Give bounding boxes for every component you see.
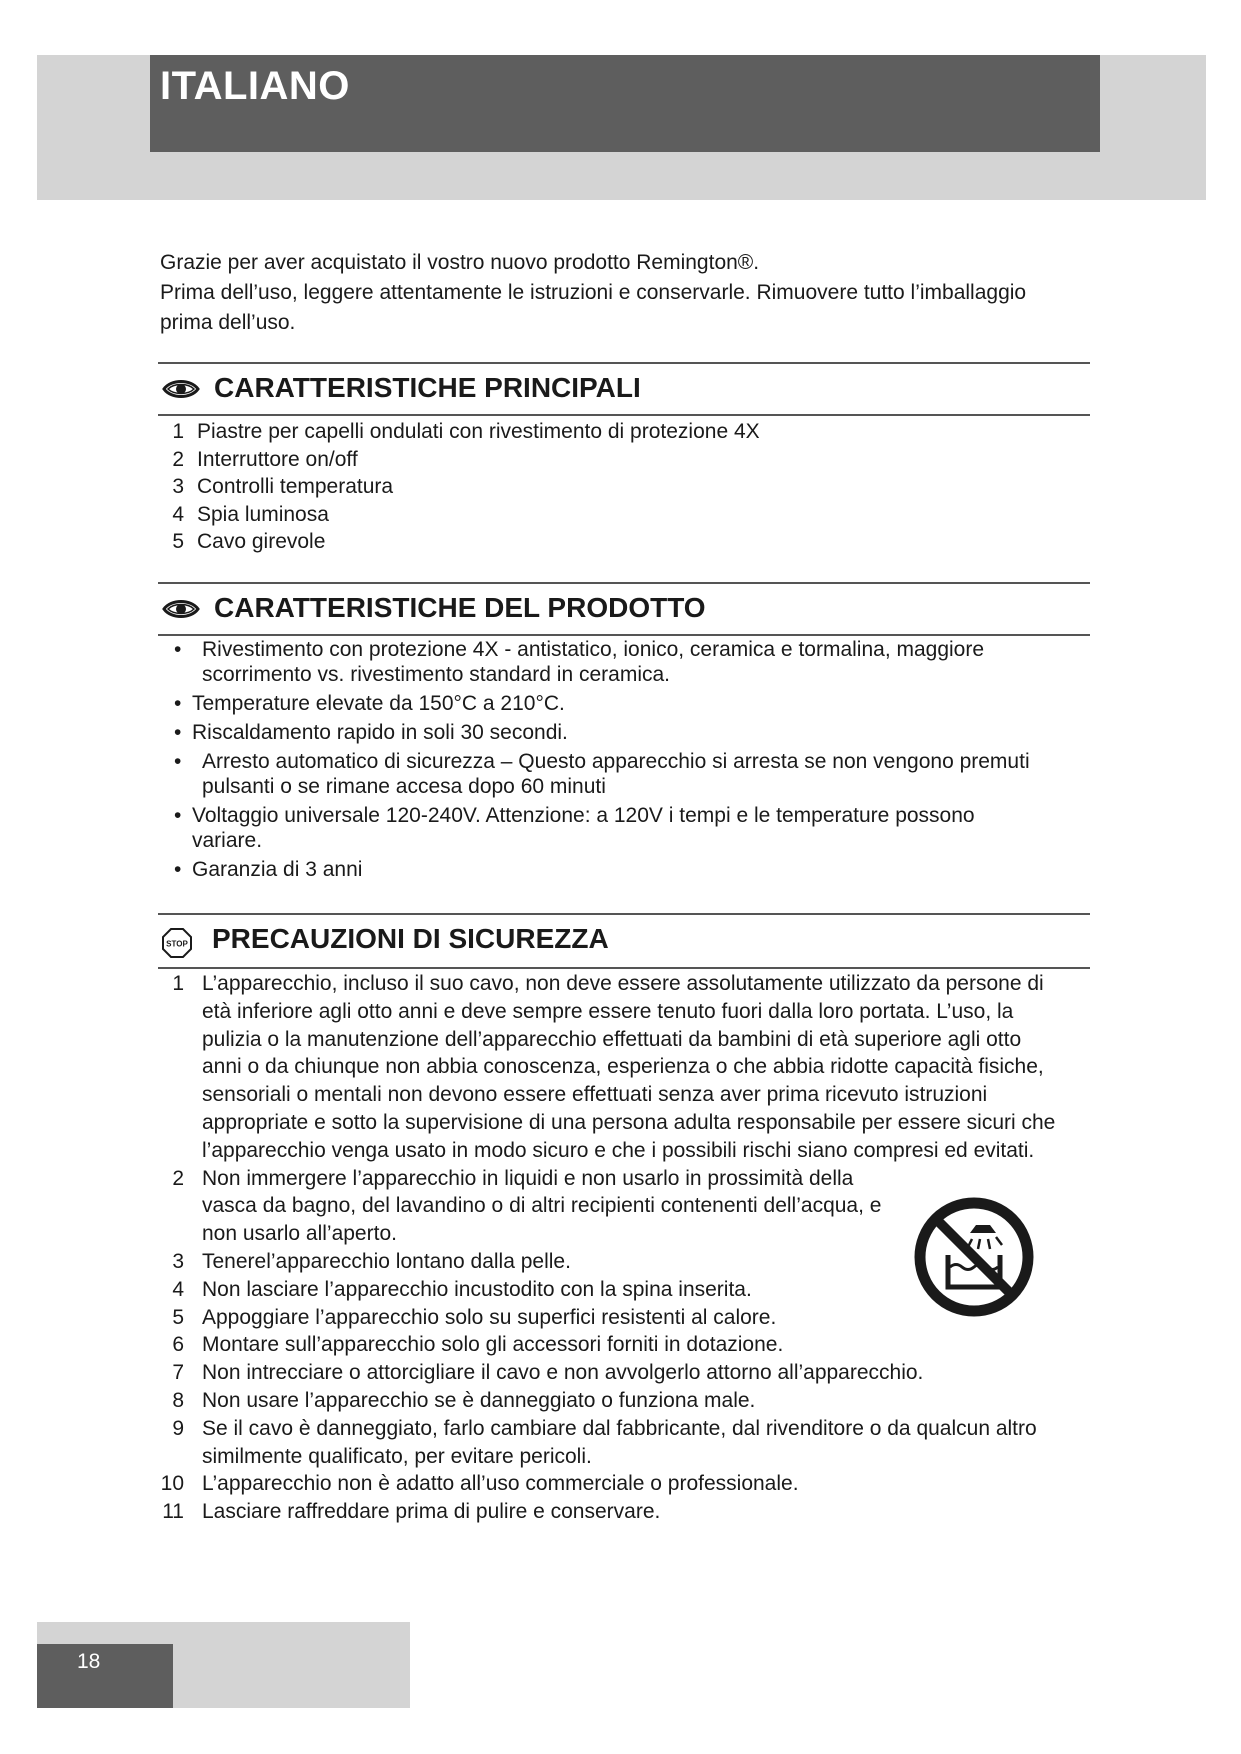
intro-line-1: Grazie per aver acquistato il vostro nuovo prodotto Remington®.	[160, 251, 760, 274]
section-title: CARATTERISTICHE DEL PRODOTTO	[214, 592, 706, 623]
page-number-box	[37, 1644, 173, 1708]
item-text: Se il cavo è danneggiato, farlo cambiare dal fabbricante, dal rivenditore o da qualcun altro similmente qualificato, per evitare pericoli.	[202, 1416, 1037, 1468]
product-features-list	[170, 637, 1050, 886]
stop-icon-label: STOP	[166, 939, 188, 949]
eye-icon	[162, 376, 200, 402]
list-item	[160, 1331, 1060, 1359]
item-number: 2	[172, 447, 184, 471]
item-number: 4	[172, 1277, 184, 1301]
list-item	[160, 446, 760, 474]
item-number: 10	[160, 1472, 184, 1496]
item-number: 5	[172, 1305, 184, 1329]
list-item: • Riscaldamento rapido in soli 30 secondi.	[170, 720, 1050, 745]
no-water-immersion-icon	[912, 1195, 1036, 1319]
main-features-list	[160, 418, 760, 556]
item-number: 5	[172, 530, 184, 553]
item-number: 3	[172, 475, 184, 498]
item-text: Tenerel’apparecchio lontano dalla pelle.	[202, 1249, 571, 1273]
item-text: Cavo girevole	[197, 530, 326, 553]
item-text: Interruttore on/off	[197, 447, 358, 471]
item-number: 4	[172, 502, 184, 526]
section-title: CARATTERISTICHE PRINCIPALI	[214, 372, 641, 403]
list-item	[160, 528, 760, 556]
item-text: Controlli temperatura	[197, 475, 394, 498]
language-title: ITALIANO	[160, 64, 350, 108]
item-number: 7	[172, 1361, 184, 1385]
list-item	[160, 1498, 1060, 1526]
stop-icon	[162, 928, 192, 958]
item-text: Non intrecciare o attorcigliare il cavo e non avvolgerlo attorno all’apparecchio.	[202, 1361, 924, 1385]
item-number: 9	[172, 1416, 184, 1440]
section-title: PRECAUZIONI DI SICUREZZA	[212, 923, 609, 954]
item-text: L’apparecchio non è adatto all’uso commerciale o professionale.	[202, 1472, 799, 1496]
item-number: 3	[172, 1249, 184, 1273]
item-text: Non lasciare l’apparecchio incustodito con la spina inserita.	[202, 1277, 752, 1301]
list-item	[160, 1165, 902, 1248]
item-number: 11	[162, 1500, 184, 1524]
list-item	[160, 1387, 1060, 1415]
intro-text	[160, 248, 1060, 338]
list-item	[160, 501, 760, 529]
item-number: 1	[172, 972, 184, 995]
item-number: 6	[172, 1333, 184, 1357]
intro-line-2: Prima dell’uso, leggere attentamente le istruzioni e conservarle. Rimuovere tutto l’imballaggio prima dell’uso.	[160, 281, 1027, 334]
section-product-features	[158, 582, 1090, 636]
list-item: • Arresto automatico di sicurezza – Questo apparecchio si arresta se non vengono premuti pulsanti o se rimane accesa dopo 60 minuti	[170, 749, 1050, 799]
list-item: • Garanzia di 3 anni	[170, 857, 1050, 882]
item-text: Appoggiare l’apparecchio solo su superfici resistenti al calore.	[202, 1305, 777, 1329]
list-item	[160, 1415, 1060, 1471]
item-number: 1	[172, 420, 184, 443]
list-item	[160, 970, 1060, 1165]
item-text: Non immergere l’apparecchio in liquidi e non usarlo in prossimità della vasca da bagno, del lavandino o di altri recipienti contenenti dell’acqua, e non usarlo all’aperto.	[202, 1166, 882, 1246]
list-item: • Temperature elevate da 150°C a 210°C.	[170, 691, 1050, 716]
list-item: • Rivestimento con protezione 4X - antistatico, ionico, ceramica e tormalina, maggiore scorrimento vs. rivestimento standard in ceramica.	[170, 637, 1050, 687]
item-text: Piastre per capelli ondulati con rivestimento di protezione 4X	[197, 420, 760, 443]
page-number: 18	[77, 1650, 101, 1673]
list-item: • Voltaggio universale 120-240V. Attenzione: a 120V i tempi e le temperature possono variare.	[170, 803, 1050, 853]
item-text: Montare sull’apparecchio solo gli accessori forniti in dotazione.	[202, 1333, 784, 1357]
item-text: Lasciare raffreddare prima di pulire e conservare.	[202, 1500, 661, 1524]
list-item	[160, 1470, 1060, 1498]
item-text: L’apparecchio, incluso il suo cavo, non deve essere assolutamente utilizzato da persone di età inferiore agli otto anni e deve sempre essere tenuto fuori dalla loro portata. L’uso, la pulizia o la manutenzione dell’apparecchio effettuati da bambini di età superiore agli otto anni o da chiunque non abbia conoscenza, esperienza o che abbia ridotte capacità fisiche, sensoriali o mentali non devono essere effettuati senza aver prima ricevuto istruzioni appropriate e sotto la supervisione di una persona adulta responsabile per essere sicuri che l’apparecchio venga usato in modo sicuro e che i possibili rischi siano compresi ed evitati.	[202, 972, 1056, 1162]
item-number: 2	[172, 1166, 184, 1190]
section-main-features	[158, 362, 1090, 416]
item-text: Spia luminosa	[197, 502, 329, 526]
section-safety	[158, 913, 1090, 969]
list-item	[160, 1359, 1060, 1387]
item-text: Non usare l’apparecchio se è danneggiato o funziona male.	[202, 1388, 756, 1412]
list-item	[160, 473, 760, 501]
eye-icon	[162, 596, 200, 622]
list-item	[160, 418, 760, 446]
item-number: 8	[172, 1388, 184, 1412]
